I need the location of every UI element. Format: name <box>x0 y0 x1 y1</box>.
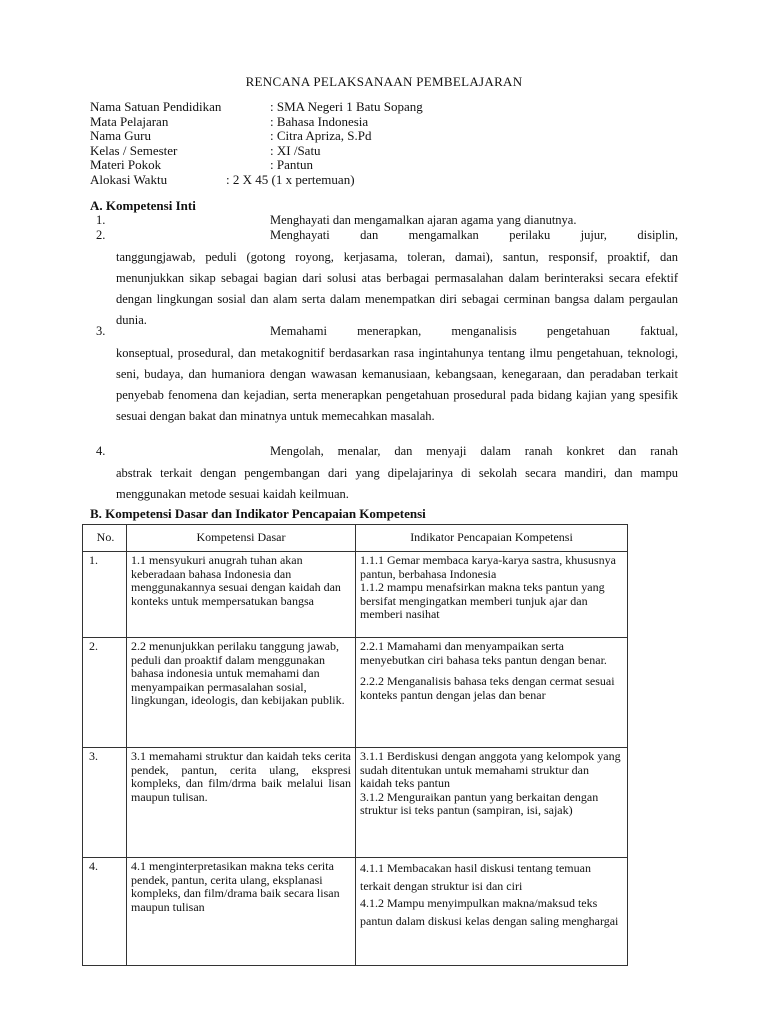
indicator-code: 2.2.2 <box>360 674 387 689</box>
indicator-item <box>360 791 623 818</box>
indicator-text: Membacakan hasil diskusi tentang temuan terkait dengan struktur isi dan ciri <box>360 861 591 893</box>
indicator-code: 2.2.1 <box>360 639 387 653</box>
ki-paragraph: tanggungjawab, peduli (gotong royong, kerjasama, toleran, damai), santun, responsif, proaktif, dan menunjukkan sikap sebagai bagian dari solusi atas berbagai permasalahan dalam berinteraksi secara efektif dengan lingkungan sosial dan alam serta dalam menempatkan diri sebagai cerminan bangsa dalam pergaulan dunia. <box>116 250 678 327</box>
row-number: 3. <box>83 748 127 858</box>
ki-paragraph: abstrak terkait dengan pengembangan dari yang dipelajarinya di sekolah secara mandiri, dan mampu menggunakan metode sesuai kaidah keilmuan. <box>116 466 678 501</box>
indicator-cell <box>356 858 628 966</box>
header-kompetensi-dasar: Kompetensi Dasar <box>127 525 356 552</box>
ki-number: 4. <box>96 444 106 458</box>
document-title: RENCANA PELAKSANAAN PEMBELAJARAN <box>245 74 523 89</box>
indicator-cell <box>356 638 628 748</box>
kd-cell: 1.1 mensyukuri anugrah tuhan akan keberadaan bahasa Indonesia dan menggunakannya sesuai dengan kaidah dan konteks untuk mempersatukan bangsa <box>127 552 356 638</box>
ki-first-line: Memahami menerapkan, menganalisis pengetahuan faktual, <box>270 324 678 338</box>
identity-label: Kelas / Semester <box>90 142 178 158</box>
indicator-code: 3.1.1 <box>360 749 387 763</box>
row-number: 2. <box>83 638 127 748</box>
identity-label: Nama Satuan Pendidikan <box>90 99 222 114</box>
indicator-item <box>360 860 623 895</box>
section-a-heading: A. Kompetensi Inti <box>90 198 196 213</box>
identity-value: : SMA Negeri 1 Batu Sopang <box>270 99 423 114</box>
ki-number: 2. <box>96 228 106 242</box>
ki-number: 1. <box>96 213 106 227</box>
indicator-item <box>360 750 623 791</box>
identity-value: : Bahasa Indonesia <box>270 113 369 129</box>
table-row <box>83 552 628 638</box>
indicator-item <box>360 895 623 930</box>
indicator-text: Menganalisis bahasa teks dengan cermat sesuai konteks pantun dengan jelas dan benar <box>360 674 615 702</box>
ki-first-line: Mengolah, menalar, dan menyaji dalam ranah konkret dan ranah <box>270 444 678 458</box>
identity-value: : Citra Apriza, S.Pd <box>270 128 372 144</box>
indicator-text: Berdiskusi dengan anggota yang kelompok yang sudah ditentukan untuk memahami struktur dan kaidah teks pantun <box>360 749 621 791</box>
table-row <box>83 638 628 748</box>
header-indikator: Indikator Pencapaian Kompetensi <box>356 525 628 552</box>
kd-cell: 3.1 memahami struktur dan kaidah teks cerita pendek, pantun, cerita ulang, ekspresi kompleks, dan film/drma baik melalui lisan maupun tulisan. <box>127 748 356 858</box>
indicator-text: Mamahami dan menyampaikan serta menyebutkan ciri bahasa teks pantun dengan benar. <box>360 639 607 667</box>
identity-value: : XI /Satu <box>270 142 321 158</box>
identity-label: Nama Guru <box>90 128 152 144</box>
indicator-text: Menguraikan pantun yang berkaitan dengan struktur isi teks pantun (sampiran, isi, sajak) <box>360 789 599 818</box>
identity-label: Alokasi Waktu <box>90 171 168 187</box>
row-number: 1. <box>83 552 127 638</box>
indicator-code: 4.1.1 <box>360 861 387 875</box>
identity-label: Materi Pokok <box>90 157 162 173</box>
ki-number: 3. <box>96 324 106 338</box>
indicator-item: 1.1.2 mampu menafsirkan makna teks pantun yang bersifat mengingatkan memberi tunjuk ajar dan memberi nasihat <box>360 580 605 622</box>
indicator-code: 3.1.2 <box>360 789 387 804</box>
header-no: No. <box>83 525 127 552</box>
identity-value: : 2 X 45 (1 x pertemuan) <box>226 171 355 187</box>
kd-cell: 4.1 menginterpretasikan makna teks cerita pendek, pantun, cerita ulang, eksplanasi kompleks, dan film/drama baik secara lisan maupun tulisan <box>127 858 356 966</box>
indicator-item <box>360 675 623 702</box>
indicator-text: Mampu menyimpulkan makna/maksud teks pantun dalam diskusi kelas dengan saling menghargai <box>360 896 619 928</box>
ki-first-line: Menghayati dan mengamalkan ajaran agama yang dianutnya. <box>270 213 577 227</box>
indicator-item: 1.1.1 Gemar membaca karya-karya sastra, khususnya pantun, berbahasa Indonesia <box>360 553 616 581</box>
indicator-code: 4.1.2 <box>360 896 387 910</box>
section-b-heading: B. Kompetensi Dasar dan Indikator Pencapaian Kompetensi <box>90 506 426 521</box>
identity-value: : Pantun <box>270 157 313 173</box>
row-number: 4. <box>83 858 127 966</box>
table-row <box>83 858 628 966</box>
identity-label: Mata Pelajaran <box>90 113 169 129</box>
indicator-cell <box>356 748 628 858</box>
indicator-item <box>360 640 623 667</box>
table-row <box>83 748 628 858</box>
table-header-row <box>83 525 628 552</box>
ki-first-line: Menghayati dan mengamalkan perilaku jujur, disiplin, <box>270 228 678 242</box>
indicator-cell <box>356 552 628 638</box>
kd-cell: 2.2 menunjukkan perilaku tanggung jawab, peduli dan proaktif dalam menggunakan bahasa indonesia untuk memahami dan menyampaikan permasalahan sosial, lingkungan, ideologis, dan kebijakan publik. <box>127 638 356 748</box>
kd-indicator-table <box>82 524 628 966</box>
ki-paragraph: konseptual, prosedural, dan metakognitif berdasarkan rasa ingintahunya tentang ilmu pengetahuan, teknologi, seni, budaya, dan humaniora dengan wawasan kemanusiaan, kebangsaan, kenegaraan, dan peradaban terkait penyebab fenomena dan kejadian, serta menerapkan pengetahuan prosedural pada bidang kajian yang spesifik sesuai dengan bakat dan minatnya untuk memecahkan masalah. <box>116 346 678 423</box>
